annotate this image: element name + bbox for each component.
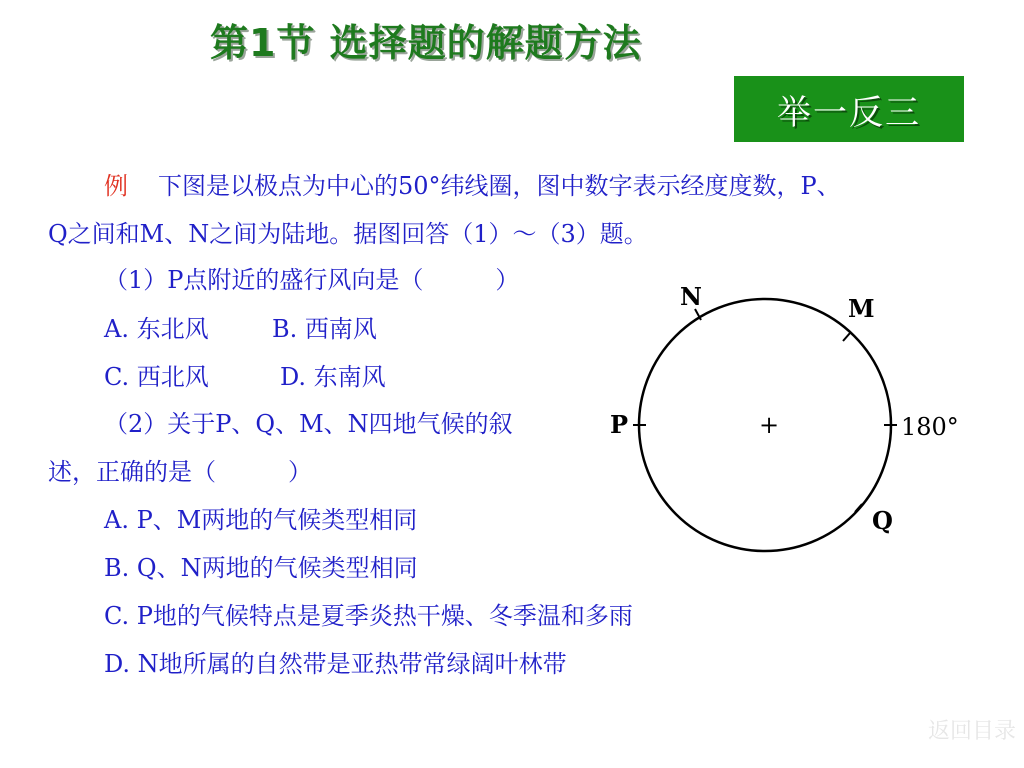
q1-option-a: A. 东北风 <box>104 315 209 343</box>
q2-option-d: D. N地所属的自然带是亚热带常绿阔叶林带 <box>104 650 567 678</box>
example-line-1 <box>104 174 841 198</box>
latitude-circle-diagram <box>600 275 970 565</box>
label-n: N <box>680 282 702 311</box>
q2-option-b: B. Q、N两地的气候类型相同 <box>104 554 418 582</box>
label-m: M <box>848 294 875 323</box>
q2-stem-2: 述，正确的是（ ） <box>48 458 312 486</box>
q2-option-a: A. P、M两地的气候类型相同 <box>104 506 418 534</box>
example-label: 例 <box>104 172 128 200</box>
q2-stem-1: （2）关于P、Q、M、N四地气候的叙 <box>104 410 513 438</box>
label-q: Q <box>872 506 893 535</box>
label-180: 180° <box>901 413 959 441</box>
q1-stem: （1）P点附近的盛行风向是（ ） <box>104 266 520 294</box>
page-title: 第1节 选择题的解题方法 <box>210 21 642 65</box>
tick-m <box>843 333 850 341</box>
section-badge: 举一反三 <box>734 76 964 142</box>
label-p: P <box>610 410 629 439</box>
center-mark: + <box>759 411 780 439</box>
q1-option-d: D. 东南风 <box>280 363 386 391</box>
q2-option-c: C. P地的气候特点是夏季炎热干燥、冬季温和多雨 <box>104 602 633 630</box>
return-to-contents-link[interactable]: 返回目录 <box>927 719 1016 744</box>
q1-option-c: C. 西北风 <box>104 363 209 391</box>
intro-text-2: Q之间和M、N之间为陆地。据图回答（1）～（3）题。 <box>48 220 648 248</box>
intro-text-1: 下图是以极点为中心的50°纬线圈，图中数字表示经度度数，P、 <box>158 172 841 200</box>
q1-option-b: B. 西南风 <box>272 315 377 343</box>
